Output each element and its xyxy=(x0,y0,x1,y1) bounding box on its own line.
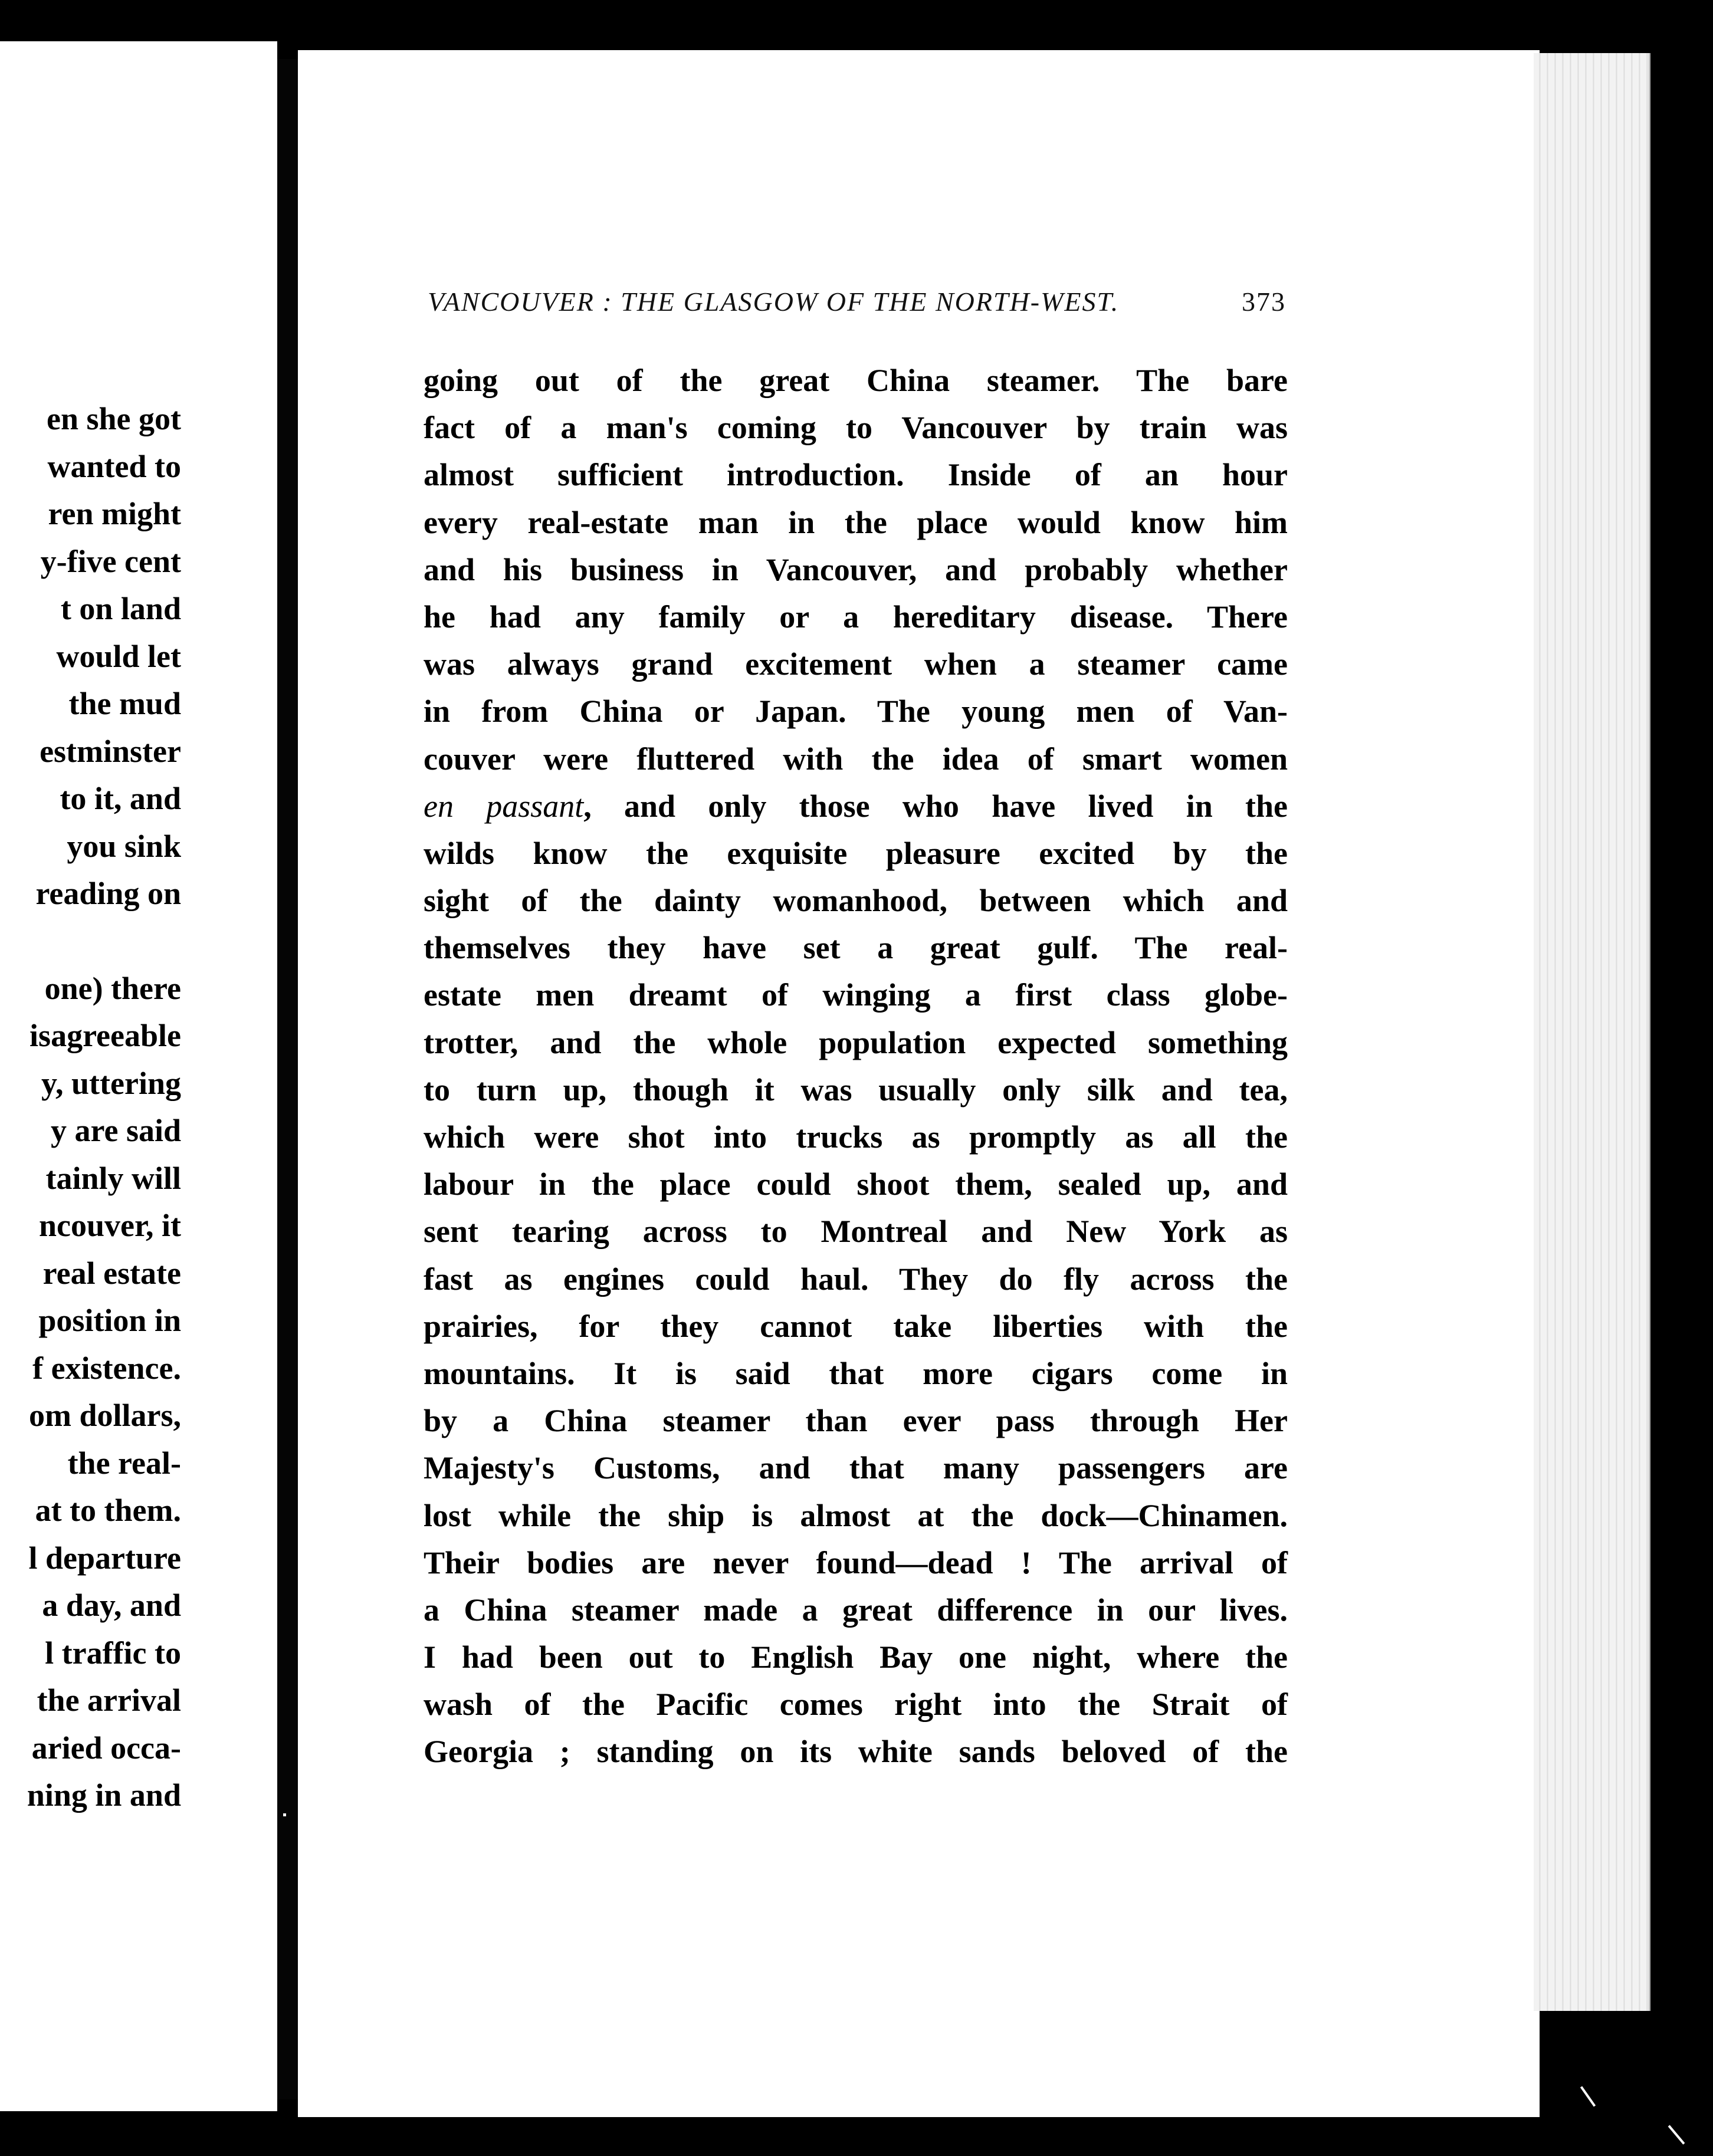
scan-speck xyxy=(1580,2086,1596,2106)
text-line: he had any family or a hereditary disease. There xyxy=(424,599,1288,635)
left-line: l departure xyxy=(28,1540,181,1576)
left-line: om dollars, xyxy=(28,1398,181,1433)
left-line: the arrival xyxy=(37,1682,181,1718)
scan-speck xyxy=(1668,2125,1685,2144)
text-line: Their bodies are never found—dead ! The arrival of xyxy=(424,1544,1288,1580)
left-line: the mud xyxy=(68,686,181,721)
text-line: in from China or Japan. The young men of Van- xyxy=(424,694,1288,729)
left-line: real estate xyxy=(42,1255,181,1291)
left-line: l traffic to xyxy=(45,1635,181,1671)
left-line: t on land xyxy=(60,591,181,626)
text-line: was always grand excitement when a steamer came xyxy=(424,646,1288,682)
text-line: themselves they have set a great gulf. The real- xyxy=(424,930,1288,966)
page-edges xyxy=(1534,53,1650,2011)
left-line: position in xyxy=(38,1303,181,1338)
text-line: wash of the Pacific comes right into the Strait of xyxy=(424,1687,1288,1723)
text-line: wilds know the exquisite pleasure excited by the xyxy=(424,835,1288,871)
text-line: Georgia ; standing on its white sands beloved of the xyxy=(424,1734,1288,1770)
left-page xyxy=(0,41,277,2111)
text-line: sight of the dainty womanhood, between which and xyxy=(424,883,1288,919)
text-line: mountains. It is said that more cigars come in xyxy=(424,1355,1288,1391)
italic-phrase: en passant xyxy=(424,788,584,824)
left-line: to it, and xyxy=(60,781,181,816)
text-line: estate men dreamt of winging a first class globe- xyxy=(424,977,1288,1013)
left-line: y, uttering xyxy=(41,1065,181,1101)
page-number: 373 xyxy=(1242,287,1286,317)
text-line: lost while the ship is almost at the dock—Chinamen. xyxy=(424,1497,1288,1533)
left-line: y-five cent xyxy=(40,543,181,579)
text-line: labour in the place could shoot them, sealed up, and xyxy=(424,1166,1288,1202)
text-line: Majesty's Customs, and that many passengers are xyxy=(424,1450,1288,1486)
left-line: you sink xyxy=(67,828,181,864)
running-head xyxy=(428,286,1286,321)
left-line: y are said xyxy=(50,1113,181,1148)
left-line: tainly will xyxy=(45,1160,181,1196)
text-line: couver were fluttered with the idea of smart women xyxy=(424,741,1288,777)
left-paragraph-gap xyxy=(27,918,181,965)
scan-speck xyxy=(283,1813,286,1816)
text-line: every real-estate man in the place would know him xyxy=(424,504,1288,540)
left-line: one) there xyxy=(44,970,181,1006)
text-line: prairies, for they cannot take liberties with the xyxy=(424,1308,1288,1344)
left-line: wanted to xyxy=(47,448,181,484)
text-line: and his business in Vancouver, and probably whether xyxy=(424,551,1288,587)
left-line: ren might xyxy=(48,496,181,531)
left-line: reading on xyxy=(35,876,181,911)
left-line: the real- xyxy=(67,1445,181,1481)
left-line: aried occa- xyxy=(31,1730,181,1766)
left-line: ning in and xyxy=(27,1777,181,1813)
text-line: to turn up, though it was usually only silk and tea, xyxy=(424,1072,1288,1107)
body-text xyxy=(424,357,1288,1776)
left-line: would let xyxy=(56,638,181,674)
text-line: by a China steamer than ever pass through Her xyxy=(424,1403,1288,1439)
left-line: ncouver, it xyxy=(39,1208,181,1243)
text-line: fact of a man's coming to Vancouver by train was xyxy=(424,410,1288,446)
left-line: estminster xyxy=(40,733,181,769)
left-line: at to them. xyxy=(35,1493,181,1528)
book-gutter xyxy=(277,59,301,2099)
text-line: I had been out to English Bay one night, where the xyxy=(424,1639,1288,1675)
left-line: en she got xyxy=(47,401,181,436)
text-line: almost sufficient introduction. Inside of an hour xyxy=(424,457,1288,493)
left-line: f existence. xyxy=(32,1350,181,1386)
text-line xyxy=(424,783,1288,830)
left-page-text xyxy=(27,395,181,1819)
text-line: which were shot into trucks as promptly as all the xyxy=(424,1119,1288,1155)
text-line: going out of the great China steamer. The bare xyxy=(424,363,1288,398)
text-line: a China steamer made a great difference in our lives. xyxy=(424,1592,1288,1628)
text-line-rest: , and only those who have lived in the xyxy=(583,788,1288,824)
text-line: fast as engines could haul. They do fly across the xyxy=(424,1261,1288,1297)
left-line: a day, and xyxy=(42,1588,181,1623)
text-line: sent tearing across to Montreal and New York as xyxy=(424,1214,1288,1250)
left-line: isagreeable xyxy=(29,1018,181,1053)
text-line: trotter, and the whole population expected something xyxy=(424,1024,1288,1060)
running-head-title: VANCOUVER : THE GLASGOW OF THE NORTH-WEST. xyxy=(428,287,1120,317)
